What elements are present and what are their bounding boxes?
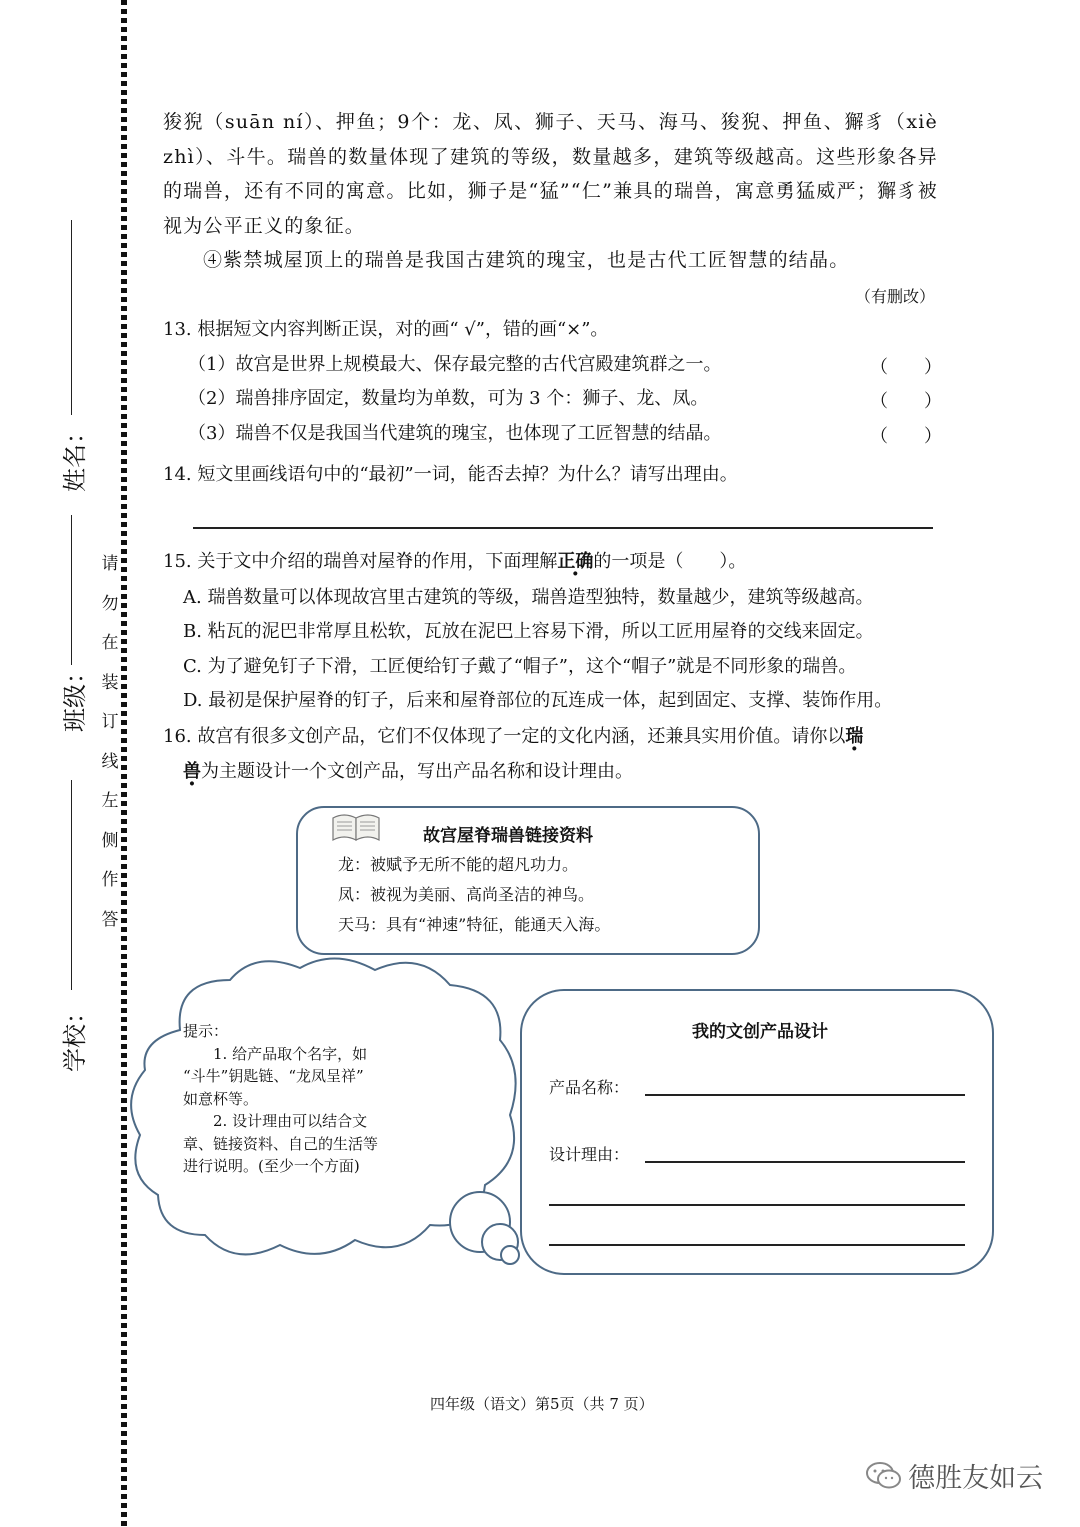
q13-stem: 13. 根据短文内容判断正误，对的画“ √”，错的画“×”。 xyxy=(163,319,609,340)
q15-option-a[interactable]: A. 瑞兽数量可以体现故宫里古建筑的等级，瑞兽造型独特，数量越少，建筑等级越高。 xyxy=(183,587,874,608)
design-reason-label: 设计理由： xyxy=(549,1145,630,1164)
name-label: 姓名： xyxy=(61,420,89,492)
product-name-label: 产品名称： xyxy=(549,1078,630,1097)
page-footer: 四年级（语文）第5页（共 7 页） xyxy=(430,1395,654,1413)
q13-item-1: （1）故宫是世界上规模最大、保存最完整的古代宫殿建筑群之一。 xyxy=(188,354,722,375)
q15-emphasis: 正确 xyxy=(557,551,594,572)
binding-dotted-line xyxy=(121,0,127,1527)
class-underline xyxy=(71,515,72,665)
q13-item-3: （3）瑞兽不仅是我国当代建筑的瑰宝，也体现了工匠智慧的结晶。 xyxy=(188,423,722,444)
school-top-underline xyxy=(71,780,72,990)
passage-paragraph: 狻猊（suān ní）、押鱼；9个：龙、凤、狮子、天马、海马、狻猊、押鱼、獬豸（xiè zhì）、斗牛。瑞兽的数量体现了建筑的等级，数量越多，建筑等级越高。这些形象各异的瑞兽，还有不同的寓意。比如，狮子是“猛”“仁”兼具的瑞兽，寓意勇猛威严；獬豸被视为公平正义的象征。 xyxy=(163,111,938,237)
q13-answer-1[interactable]: （ ） xyxy=(870,357,942,378)
link-box-title: 故宫屋脊瑞兽链接资料 xyxy=(423,826,593,846)
q16-line-1: 16. 故宫有很多文创产品，它们不仅体现了一定的文化内涵，还兼具实用价值。请你以瑞 xyxy=(163,726,864,747)
product-name-line[interactable] xyxy=(645,1094,965,1096)
open-book-icon xyxy=(330,810,382,844)
link-line-phoenix: 凤：被视为美丽、高尚圣洁的神鸟。 xyxy=(338,885,595,904)
watermark: 德胜友如云 xyxy=(865,1456,1043,1495)
design-reason-line-2[interactable] xyxy=(549,1204,965,1206)
wechat-icon xyxy=(865,1460,903,1492)
design-box xyxy=(520,989,994,1275)
q13-answer-2[interactable]: （ ） xyxy=(870,391,942,412)
q15-option-b[interactable]: B. 粘瓦的泥巴非常厚且松软，瓦放在泥巴上容易下滑，所以工匠用屋脊的交线来固定。 xyxy=(183,621,874,642)
q14-answer-line[interactable] xyxy=(193,527,933,529)
passage-paragraph-4: ④紫禁城屋顶上的瑞兽是我国古建筑的瑰宝，也是古代工匠智慧的结晶。 xyxy=(203,249,850,271)
binding-notice: 请 勿 在 装 订 线 左 侧 作 答 xyxy=(101,554,119,930)
design-reason-line-1[interactable] xyxy=(645,1161,965,1163)
q15-stem: 15. 关于文中介绍的瑞兽对屋脊的作用，下面理解正确的一项是（ ）。 xyxy=(163,551,747,572)
q15-option-d[interactable]: D. 最初是保护屋脊的钉子，后来和屋脊部位的瓦连成一体，起到固定、支撑、装饰作用。 xyxy=(183,690,893,711)
tip-text: 提示： 1. 给产品取个名字，如 “斗牛”钥匙链、“龙凤呈祥” 如意杯等。 2. 设计理由可以结合文 章、链接资料、自己的生活等 进行说明。(至少一个方面) xyxy=(183,1022,379,1175)
name-underline xyxy=(71,220,72,415)
q15-option-c[interactable]: C. 为了避免钉子下滑，工匠便给钉子戴了“帽子”，这个“帽子”就是不同形象的瑞兽。 xyxy=(183,656,857,677)
q13-answer-3[interactable]: （ ） xyxy=(870,426,942,447)
passage-note: （有删改） xyxy=(855,287,936,306)
link-resource-box xyxy=(296,806,760,955)
school-label: 学校： xyxy=(61,1000,89,1072)
q16-emphasis-1: 瑞 xyxy=(845,726,864,747)
design-box-title: 我的文创产品设计 xyxy=(692,1022,828,1042)
link-line-dragon: 龙：被赋予无所不能的超凡功力。 xyxy=(338,855,579,874)
q13-item-2: （2）瑞兽排序固定，数量均为单数，可为 3 个：狮子、龙、凤。 xyxy=(188,388,709,409)
q14-stem: 14. 短文里画线语句中的“最初”一词，能否去掉？为什么？请写出理由。 xyxy=(163,464,738,485)
class-label: 班级： xyxy=(61,660,89,732)
q16-emphasis-2: 兽 xyxy=(183,761,201,782)
design-reason-line-3[interactable] xyxy=(549,1244,965,1246)
link-line-tianma: 天马：具有“神速”特征，能通天入海。 xyxy=(338,915,611,934)
q16-line-2: 兽为主题设计一个文创产品，写出产品名称和设计理由。 xyxy=(183,761,633,782)
